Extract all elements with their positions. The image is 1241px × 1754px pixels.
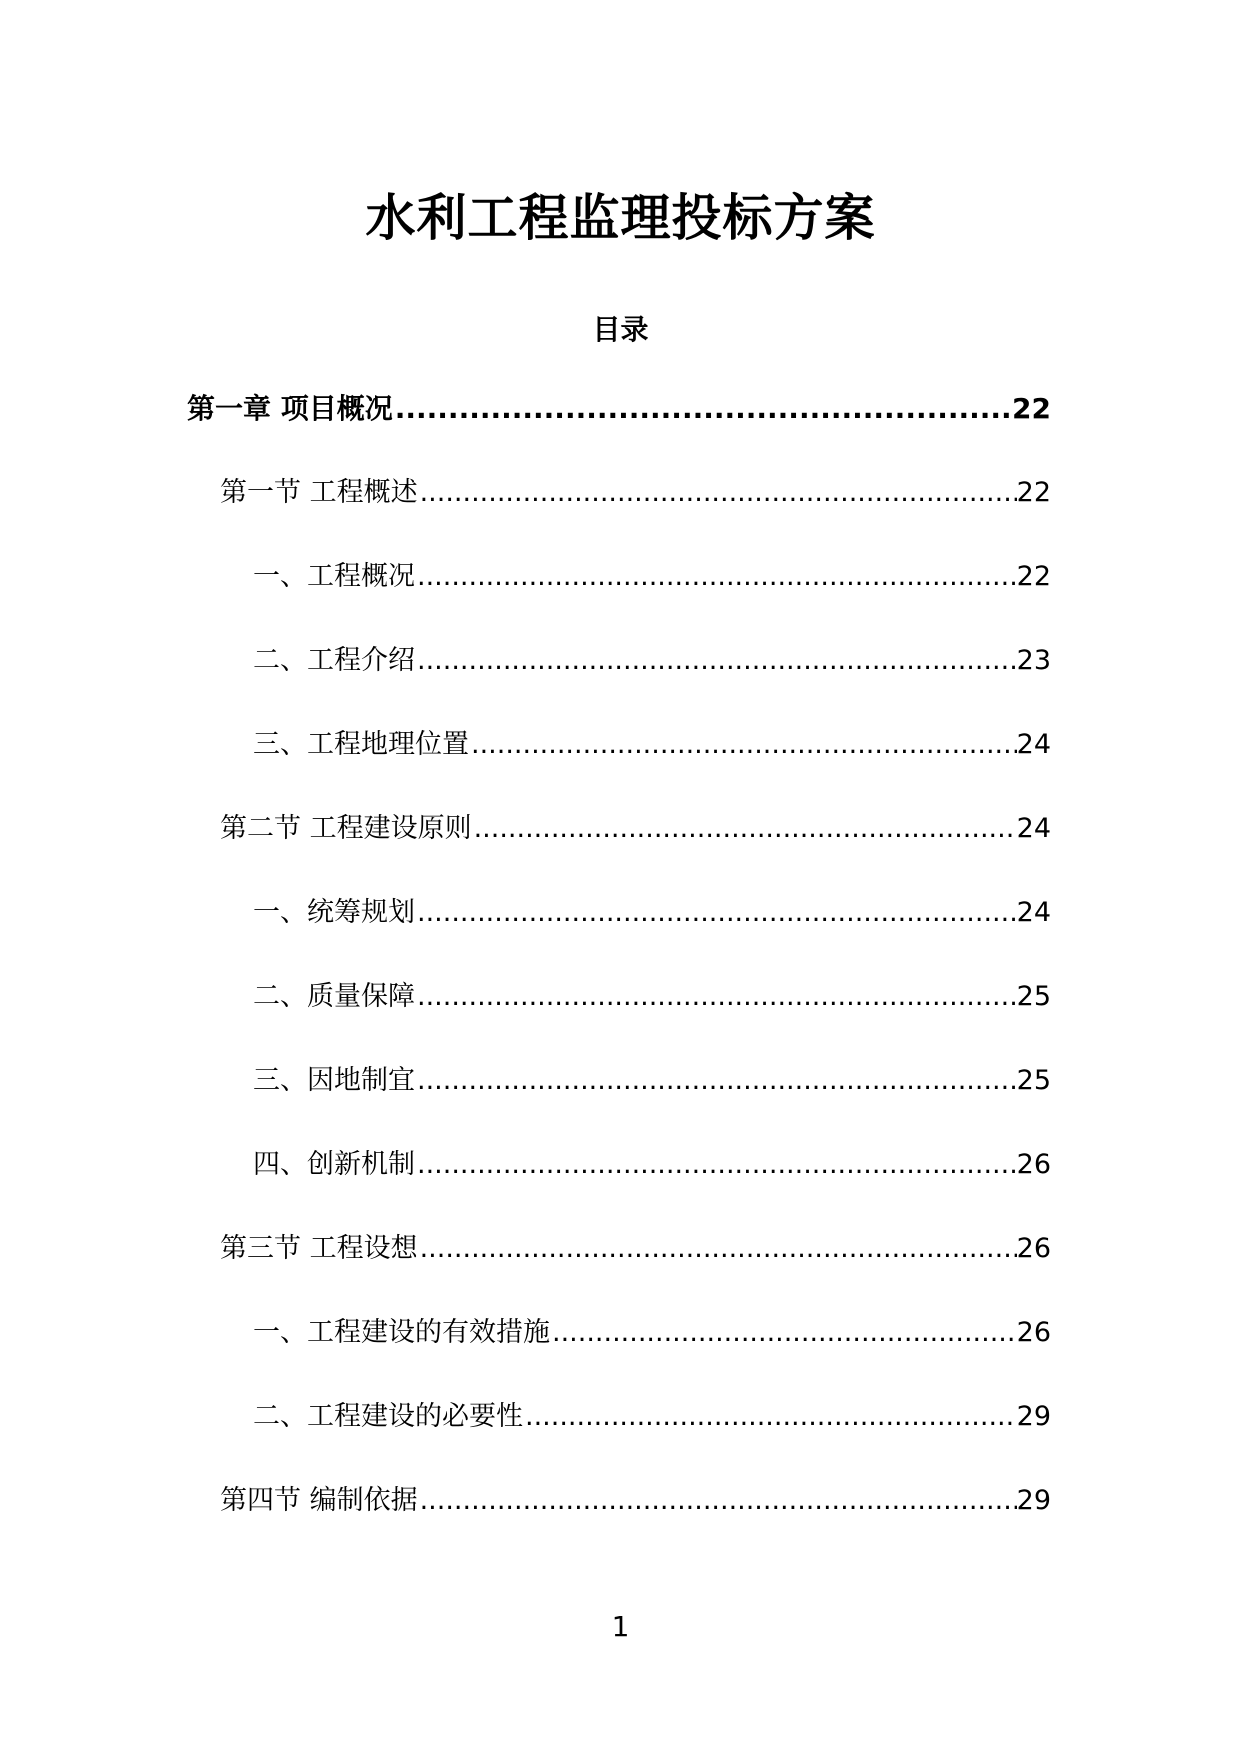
toc-entry-page: 22 bbox=[1016, 477, 1051, 508]
toc-entry-page: 22 bbox=[1016, 561, 1051, 592]
toc-dot-leader bbox=[415, 891, 1017, 935]
toc-dot-leader bbox=[415, 975, 1017, 1019]
toc-entry-label: 二、工程介绍 bbox=[253, 645, 415, 676]
toc-entry-item[interactable] bbox=[253, 891, 1051, 935]
toc-entry-section-1[interactable] bbox=[220, 471, 1051, 515]
toc-entry-page: 26 bbox=[1016, 1233, 1051, 1264]
toc-entry-item[interactable] bbox=[253, 555, 1051, 599]
toc-entry-label: 三、因地制宜 bbox=[253, 1065, 415, 1096]
toc-entry-page: 26 bbox=[1016, 1317, 1051, 1348]
toc-entry-page: 25 bbox=[1016, 1065, 1051, 1096]
toc-entry-section-4[interactable] bbox=[220, 1479, 1051, 1523]
toc-dot-leader bbox=[415, 555, 1017, 599]
toc-entry-label: 一、统筹规划 bbox=[253, 897, 415, 928]
toc-entry-item[interactable] bbox=[253, 639, 1051, 683]
toc-entry-item[interactable] bbox=[253, 1311, 1051, 1355]
toc-entry-label: 第三节 工程设想 bbox=[220, 1233, 418, 1264]
toc-dot-leader bbox=[418, 471, 1017, 515]
toc-dot-leader bbox=[418, 1227, 1017, 1271]
toc-entry-label: 三、工程地理位置 bbox=[253, 729, 469, 760]
toc-entry-section-3[interactable] bbox=[220, 1227, 1051, 1271]
toc-dot-leader bbox=[415, 1143, 1017, 1187]
toc-dot-leader bbox=[415, 639, 1017, 683]
toc-entry-page: 25 bbox=[1016, 981, 1051, 1012]
toc-entry-page: 24 bbox=[1016, 813, 1051, 844]
toc-entry-page: 22 bbox=[1012, 392, 1051, 425]
toc-dot-leader bbox=[415, 1059, 1017, 1103]
toc-heading: 目录 bbox=[592, 313, 649, 346]
toc-entry-label: 第四节 编制依据 bbox=[220, 1485, 418, 1516]
toc-entry-item[interactable] bbox=[253, 723, 1051, 767]
toc-entry-label: 第一节 工程概述 bbox=[220, 477, 418, 508]
toc-entry-label: 第二节 工程建设原则 bbox=[220, 813, 472, 844]
toc-dot-leader bbox=[550, 1311, 1017, 1355]
toc-entry-label: 一、工程概况 bbox=[253, 561, 415, 592]
toc-entry-page: 23 bbox=[1016, 645, 1051, 676]
toc-dot-leader bbox=[523, 1395, 1017, 1439]
toc-entry-label: 四、创新机制 bbox=[253, 1149, 415, 1180]
toc-dot-leader bbox=[472, 807, 1017, 851]
toc-entry-page: 24 bbox=[1016, 729, 1051, 760]
toc-entry-item[interactable] bbox=[253, 975, 1051, 1019]
toc-dot-leader bbox=[418, 1479, 1017, 1523]
toc-dot-leader bbox=[393, 387, 1012, 431]
toc-entry-page: 24 bbox=[1016, 897, 1051, 928]
document-title: 水利工程监理投标方案 bbox=[365, 189, 876, 247]
toc-entry-chapter-1[interactable] bbox=[187, 387, 1051, 431]
toc-entry-section-2[interactable] bbox=[220, 807, 1051, 851]
toc-entry-page: 29 bbox=[1016, 1401, 1051, 1432]
toc-entry-item[interactable] bbox=[253, 1395, 1051, 1439]
toc-entry-label: 二、质量保障 bbox=[253, 981, 415, 1012]
toc-dot-leader bbox=[469, 723, 1017, 767]
toc-entry-label: 一、工程建设的有效措施 bbox=[253, 1317, 550, 1348]
toc-entry-label: 二、工程建设的必要性 bbox=[253, 1401, 523, 1432]
toc-entry-label: 第一章 项目概况 bbox=[187, 392, 393, 425]
toc-entry-item[interactable] bbox=[253, 1143, 1051, 1187]
toc-entry-page: 26 bbox=[1016, 1149, 1051, 1180]
toc-entry-item[interactable] bbox=[253, 1059, 1051, 1103]
toc-entry-page: 29 bbox=[1016, 1485, 1051, 1516]
page-number: 1 bbox=[611, 1610, 630, 1643]
